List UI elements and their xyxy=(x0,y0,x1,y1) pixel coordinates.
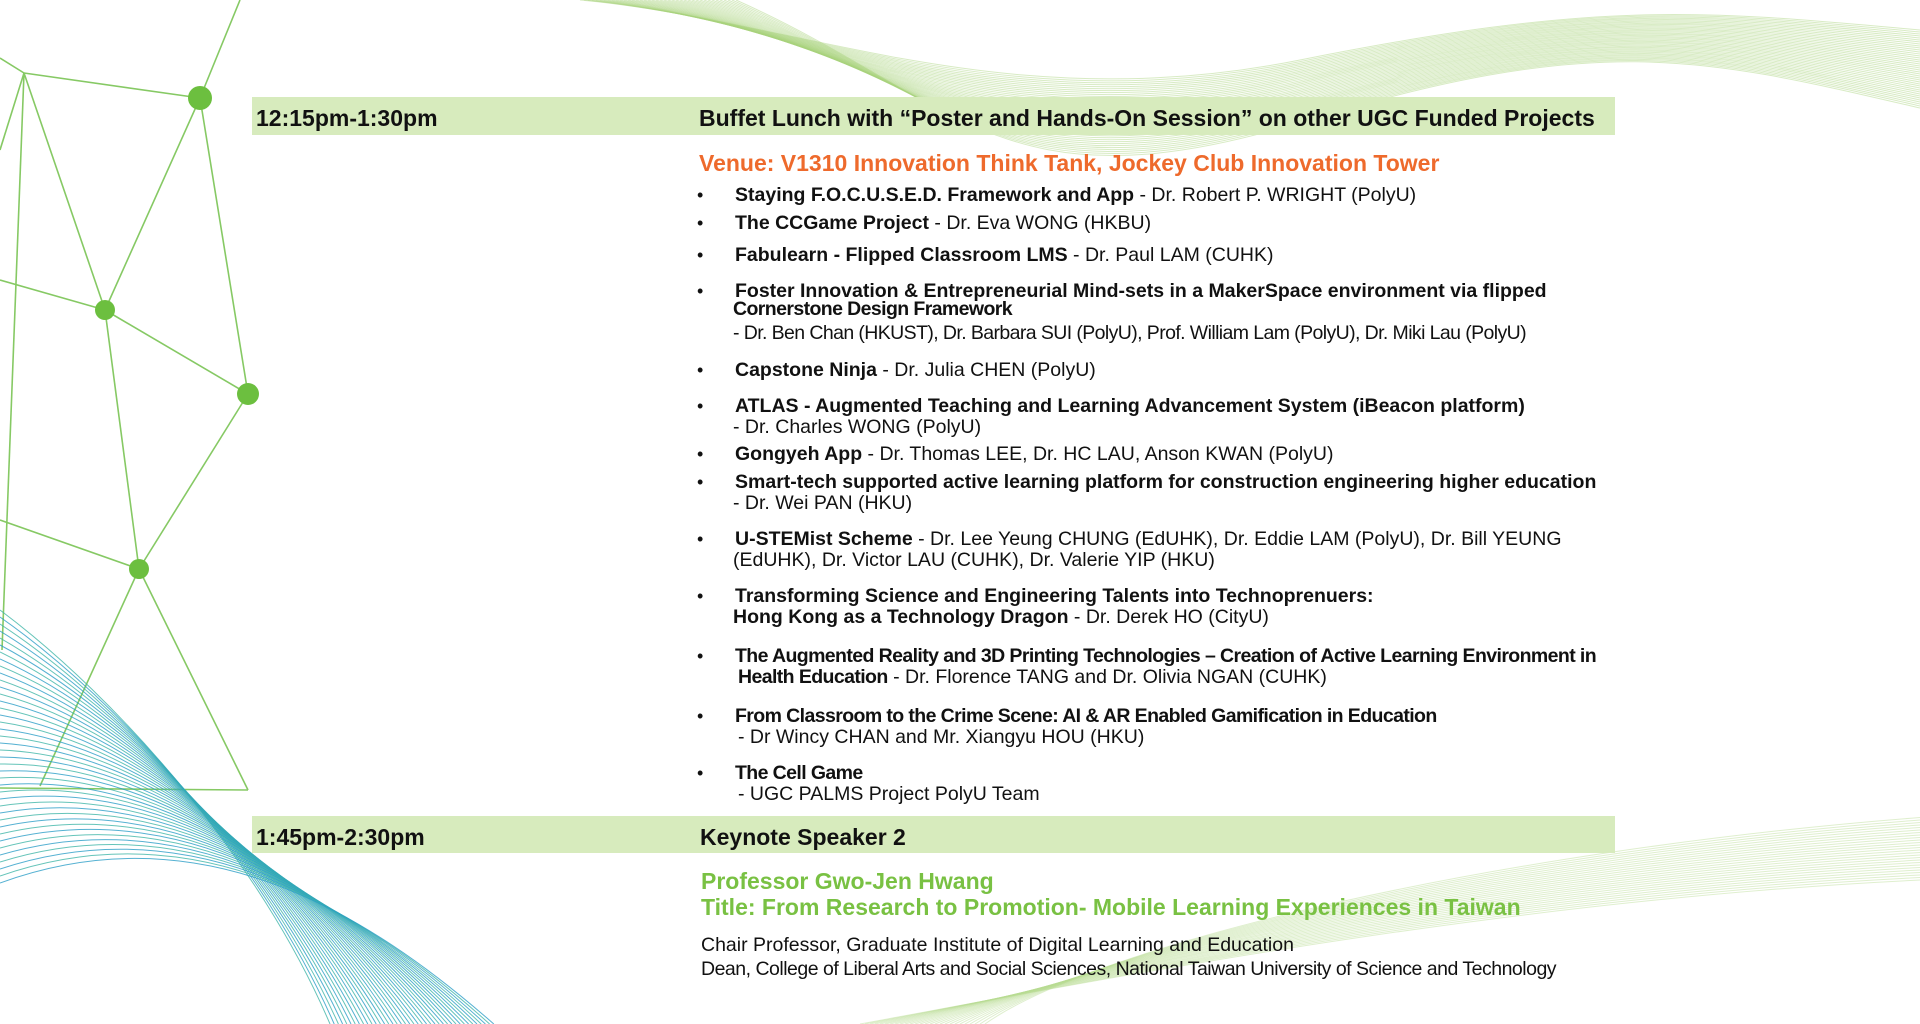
wave-line xyxy=(0,715,393,1024)
speaker-role-dean: Dean, College of Liberal Arts and Social Sciences, National Taiwan University of Science and Technology xyxy=(701,958,1557,980)
session-time: 12:15pm-1:30pm xyxy=(256,105,438,131)
wave-line xyxy=(0,736,406,1024)
session-title: Buffet Lunch with “Poster and Hands-On Session” on other UGC Funded Projects xyxy=(699,105,1595,131)
keynote-speaker-name: Professor Gwo-Jen Hwang xyxy=(701,868,994,894)
venue-label: Venue: V1310 Innovation Think Tank, Jockey Club Innovation Tower xyxy=(699,150,1440,176)
wave-line xyxy=(0,729,401,1024)
session-band-keynote xyxy=(252,816,1615,853)
keynote-talk-title: Title: From Research to Promotion- Mobile Learning Experiences in Taiwan xyxy=(701,894,1521,920)
wave-line xyxy=(0,771,427,1024)
wave-line xyxy=(0,854,490,1024)
wave-line xyxy=(0,858,494,1024)
network-lines xyxy=(0,0,248,790)
wave-line xyxy=(0,840,477,1024)
network-nodes xyxy=(95,86,259,579)
session-band-lunch xyxy=(252,97,1615,135)
wave-line xyxy=(970,825,1920,1024)
wave-line xyxy=(945,838,1920,1024)
wave-line xyxy=(0,777,431,1024)
wave-line xyxy=(940,840,1920,1024)
speaker-role-chair: Chair Professor, Graduate Institute of Digital Learning and Education xyxy=(701,934,1294,956)
session-time: 1:45pm-2:30pm xyxy=(256,824,425,850)
session-title: Keynote Speaker 2 xyxy=(700,824,906,850)
